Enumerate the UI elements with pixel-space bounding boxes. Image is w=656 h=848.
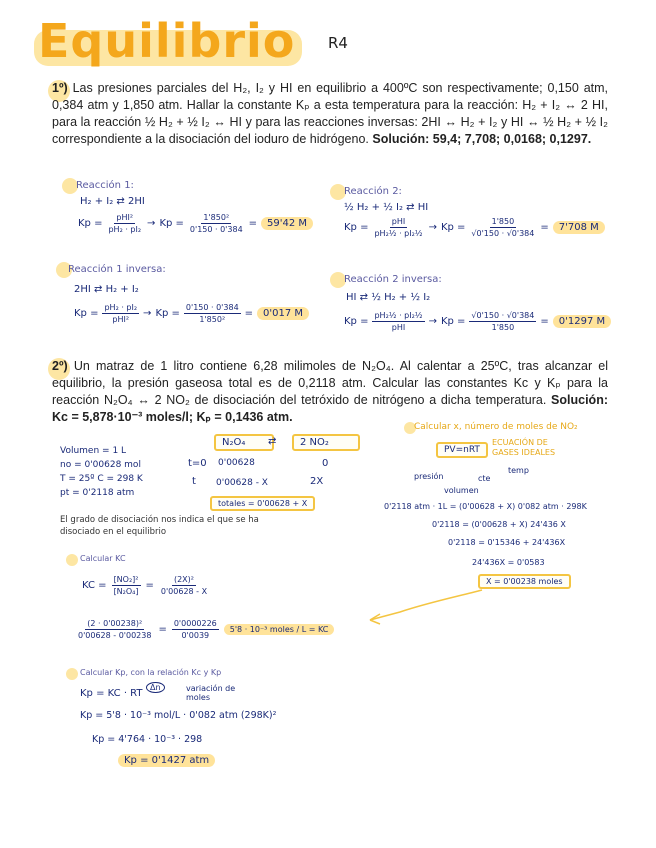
kp-symbol: Kp = bbox=[440, 316, 466, 327]
reaction-1-inverse-label: Reacción 1 inversa: bbox=[68, 264, 166, 275]
total-pressure-value: pt = 0'2118 atm bbox=[60, 488, 135, 498]
reaction-1-inverse-equation: 2HI ⇄ H₂ + I₂ bbox=[74, 284, 139, 295]
problem-2-text: Un matraz de 1 litro contiene 6,28 milimoles de N₂O₄. Al calentar a 25ºC, tras alcanzar el equilibrio, la presión gaseosa total es de 0,2118 atm. Calcular las constantes Kc y Kₚ para la reacción N₂O₄ ↔ 2 NO₂ de disociación del tetróxido de nitrógeno a dicha temperatura. bbox=[52, 359, 608, 407]
fraction-numerator: 1'850² bbox=[203, 213, 230, 222]
calc-x-line-2: 0'2118 = (0'00628 + X) 24'436 X bbox=[432, 520, 566, 529]
page-code: R4 bbox=[328, 34, 348, 52]
calc-kc-label: Calcular KC bbox=[80, 554, 126, 563]
kp-result: Kp = 0'1427 atm bbox=[118, 754, 215, 767]
kp-line-2: Kp = 5'8 · 10⁻³ mol/L · 0'082 atm (298K)² bbox=[80, 710, 277, 721]
arrow-icon: → bbox=[143, 308, 152, 319]
calc-kc-marker bbox=[66, 554, 78, 566]
reaction-1-inverse-result: 0'017 M bbox=[257, 307, 309, 320]
kp-symbol: Kp = bbox=[78, 218, 103, 229]
equals-sign: = bbox=[244, 308, 254, 319]
temperature-value: T = 25º C = 298 K bbox=[60, 474, 143, 484]
fraction-numerator: 1'850 bbox=[491, 217, 515, 226]
initial-moles-value: no = 0'00628 mol bbox=[60, 460, 141, 470]
calc-kp-label: Calcular Kp, con la relación Kc y Kp bbox=[80, 668, 222, 677]
reaction-2-inverse-label: Reacción 2 inversa: bbox=[344, 274, 442, 285]
reaction-1-kp bbox=[78, 212, 313, 235]
equals-sign: = bbox=[540, 222, 549, 233]
reaction-1-result: 59'42 M bbox=[261, 217, 313, 230]
ideal-gas-equation: PV=nRT bbox=[436, 442, 488, 458]
reaction-2-inverse-result: 0'1297 M bbox=[553, 315, 611, 328]
kc-fraction bbox=[112, 574, 141, 597]
dissociation-note: El grado de disociación nos indica el que se ha disociado en el equilibrio bbox=[60, 515, 259, 537]
reaction-2-kp bbox=[344, 216, 605, 239]
ideal-gas-note: ECUACIÓN DE GASES IDEALES bbox=[492, 438, 556, 457]
fraction-denominator: 0'00628 - 0'00238 bbox=[78, 631, 152, 640]
reaction-1-label: Reacción 1: bbox=[76, 180, 134, 191]
arrow-icon: → bbox=[147, 218, 156, 229]
fraction-denominator: pHI bbox=[391, 323, 406, 332]
calc-x-line-4: 24'436X = 0'0583 bbox=[472, 558, 545, 567]
fraction-denominator: pH₂ · pI₂ bbox=[108, 225, 142, 234]
kp-values-fraction bbox=[184, 302, 241, 325]
kc-expression bbox=[82, 574, 209, 597]
kp-fraction bbox=[372, 310, 424, 333]
calc-x-line-1: 0'2118 atm · 1L = (0'00628 + X) 0'082 atm · 298K bbox=[384, 502, 587, 511]
t0-left-value: 0'00628 bbox=[218, 458, 255, 468]
kc-values-fraction bbox=[76, 618, 153, 641]
presion-label: presión bbox=[414, 472, 444, 481]
fraction-denominator: 1'850² bbox=[199, 315, 226, 324]
kc-values bbox=[76, 618, 334, 641]
page-title: Equilibrio bbox=[38, 14, 296, 68]
fraction-numerator: 0'150 · 0'384 bbox=[185, 303, 239, 312]
fraction-numerator: (2X)² bbox=[173, 575, 194, 584]
variacion-note: variación de moles bbox=[186, 684, 236, 702]
kc-result: 5'8 · 10⁻³ moles / L = KC bbox=[224, 624, 335, 635]
volumen-label: volumen bbox=[444, 486, 479, 495]
problem-2-solution: Solución: Kc = 5,878·10⁻³ moles/l; Kₚ = 0,1436 atm. bbox=[52, 393, 608, 424]
kp-symbol: Kp = bbox=[155, 308, 180, 319]
data-block bbox=[60, 444, 143, 500]
kp-line-1: Kp = KC · RT bbox=[80, 688, 143, 699]
kp-symbol: Kp = bbox=[344, 222, 369, 233]
totales-value: totales = 0'00628 + X bbox=[210, 496, 315, 511]
reaction-1-equation: H₂ + I₂ ⇄ 2HI bbox=[80, 196, 145, 207]
fraction-denominator: pH₂½ · pI₂½ bbox=[374, 229, 423, 238]
kp-symbol: Kp = bbox=[440, 222, 466, 233]
equals-sign: = bbox=[145, 580, 154, 591]
kc-x-fraction bbox=[159, 574, 209, 597]
reaction-2-inverse-kp bbox=[344, 310, 611, 333]
kp-values-fraction bbox=[469, 310, 536, 333]
kp-values-fraction bbox=[469, 216, 536, 239]
problem-1-solution: Solución: 59,4; 7,708; 0,0168; 0,1297. bbox=[372, 132, 592, 146]
reaction-2-equation: ½ H₂ + ½ I₂ ⇄ HI bbox=[344, 202, 429, 213]
calc-x-line-3: 0'2118 = 0'15346 + 24'436X bbox=[448, 538, 566, 547]
problem-2 bbox=[52, 358, 608, 426]
kp-symbol: Kp = bbox=[74, 308, 99, 319]
fraction-denominator: [N₂O₄] bbox=[113, 587, 139, 596]
table-header-right: 2 NO₂ bbox=[292, 434, 360, 451]
equals-sign: = bbox=[158, 624, 167, 635]
kp-values-fraction bbox=[188, 212, 245, 235]
arrow-icon: → bbox=[428, 222, 437, 233]
kp-symbol: Kp = bbox=[344, 316, 369, 327]
fraction-denominator: pHI² bbox=[112, 315, 130, 324]
fraction-numerator: √0'150 · √0'384 bbox=[471, 311, 535, 320]
equilibrium-arrow-icon: ⇄ bbox=[268, 436, 277, 447]
connector-arrow-icon bbox=[360, 586, 490, 626]
t0-right-value: 0 bbox=[322, 458, 329, 469]
kp-symbol: Kp = bbox=[159, 218, 184, 229]
reaction-2-label: Reacción 2: bbox=[344, 186, 402, 197]
calc-kp-marker bbox=[66, 668, 78, 680]
delta-n-exponent: Δn bbox=[146, 682, 165, 693]
fraction-numerator: (2 · 0'00238)² bbox=[87, 619, 143, 628]
fraction-denominator: 1'850 bbox=[491, 323, 515, 332]
t-left-value: 0'00628 - X bbox=[216, 478, 268, 488]
fraction-numerator: pH₂½ · pI₂½ bbox=[374, 311, 423, 320]
kc-symbol: KC = bbox=[82, 580, 107, 591]
calc-x-result: X = 0'00238 moles bbox=[478, 574, 571, 589]
volume-value: Volumen = 1 L bbox=[60, 446, 127, 456]
fraction-numerator: pHI bbox=[391, 217, 406, 226]
arrow-icon: → bbox=[428, 316, 437, 327]
fraction-denominator: √0'150 · √0'384 bbox=[471, 229, 535, 238]
equals-sign: = bbox=[540, 316, 549, 327]
equals-sign: = bbox=[248, 218, 258, 229]
cte-label: cte bbox=[478, 474, 491, 483]
problem-1-number: 1º) bbox=[52, 81, 68, 95]
calc-x-label: Calcular x, número de moles de NO₂ bbox=[414, 422, 578, 432]
t-label: t bbox=[192, 476, 196, 487]
temp-label: temp bbox=[508, 466, 529, 475]
problem-2-number: 2º) bbox=[52, 359, 68, 373]
fraction-denominator: 0'150 · 0'384 bbox=[189, 225, 243, 234]
kp-fraction bbox=[106, 212, 143, 235]
fraction-denominator: 0'00628 - X bbox=[160, 587, 208, 596]
kp-fraction bbox=[372, 216, 424, 239]
fraction-numerator: pHI² bbox=[116, 213, 134, 222]
kp-line-3: Kp = 4'764 · 10⁻³ · 298 bbox=[92, 734, 203, 745]
fraction-denominator: 0'0039 bbox=[181, 631, 210, 640]
table-header-left: N₂O₄ bbox=[214, 434, 274, 451]
reaction-2-inverse-equation: HI ⇄ ½ H₂ + ½ I₂ bbox=[346, 292, 431, 303]
t0-label: t=0 bbox=[188, 458, 207, 469]
fraction-numerator: 0'0000226 bbox=[173, 619, 217, 628]
reaction-2-result: 7'708 M bbox=[553, 221, 605, 234]
problem-1 bbox=[52, 80, 608, 148]
kp-fraction bbox=[102, 302, 139, 325]
fraction-numerator: pH₂ · pI₂ bbox=[104, 303, 138, 312]
reaction-1-inverse-kp bbox=[74, 302, 309, 325]
kc-result-fraction bbox=[172, 618, 219, 641]
problem-1-text: Las presiones parciales del H₂, I₂ y HI en equilibrio a 400ºC son respectivamente; 0,150 atm, 0,384 atm y 1,850 atm. Hallar la constante Kₚ a esta temperatura para la reacción: H₂ + I₂ ↔ 2 HI, para la reacción ½ H₂ + ½ I₂ ↔ HI y para las reacciones inversas: 2HI ↔ H₂ + I₂ y HI ↔ ½ H₂ + ½ I₂ correspondiente a la disociación del ioduro de hidrógeno. bbox=[52, 81, 608, 146]
fraction-numerator: [NO₂]² bbox=[113, 575, 139, 584]
t-right-value: 2X bbox=[310, 476, 324, 487]
